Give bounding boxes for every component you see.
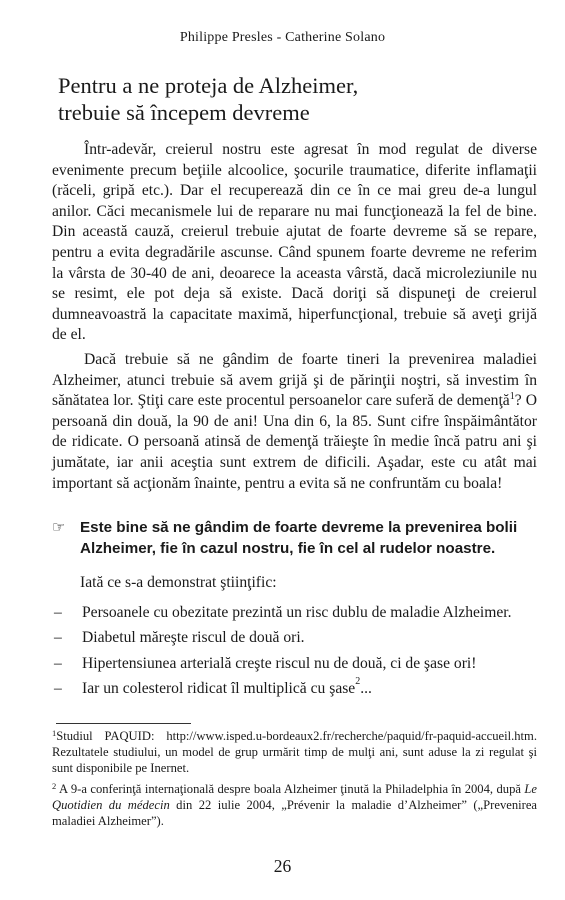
list-item-text: Hipertensiunea arterială creşte riscul nu de două, ci de şase ori! [82, 654, 477, 672]
paragraph-1 [52, 140, 537, 346]
footnote-2-source-title: Le Quotidien du médecin [52, 781, 537, 812]
paragraph-2 [52, 350, 537, 494]
pointing-hand-icon: ☞ [52, 518, 66, 536]
list-item [54, 600, 544, 625]
section-title-line-1: Pentru a ne proteja de Alzheimer, [58, 73, 359, 98]
list-item [54, 625, 544, 650]
dash-marker: – [54, 680, 62, 698]
footnote-ref-1: 1 [509, 391, 515, 403]
paragraph-1-text: Într-adevăr, creierul nostru este agresat în mod regulat de diverse evenimente precum beţiile alcoolice, şocurile traumatice, diferite inflamaţii (răceli, gripă etc.). Dar el recuperează din ce în ce mai greu de-a lungul anilor. Căci mecanismele lui de reparare nu mai funcţionează la fel de bine. Din această cauză, creierul trebuie ajutat de foarte devreme să se repare, pentru a evita degradările ascunse. Când spunem foarte devreme ne referim la vârsta de 30-40 de ani, deoarece la aceasta vârstă, dacă microleziunile nu se resimt, ele pot deja să existe. Dacă doriţi să dispuneţi de creierul dumneavoastră la capacitate maximă, hiperfuncţional, trebuie să aveţi grijă de el. [52, 141, 537, 344]
footnote-2-number: 2 [52, 780, 57, 791]
footnote-2-text-1: A 9-a conferinţă internaţională despre boala Alzheimer ţinută la Philadelphia în 2004, după [56, 781, 525, 796]
footnote-1-text: Studiul PAQUID: http://www.isped.u-bordeaux2.fr/recherche/paquid/fr-paquid-accueil.htm. Rezultatele studiului, un model de grup urmărit timp de mulţi ani, sunt aduse la zi regulat şi sunt disponibile pe Inernet. [52, 729, 537, 776]
footnote-divider [56, 723, 191, 724]
paragraph-2-part-1: Dacă trebuie să ne gândim de foarte tineri la prevenirea maladiei Alzheimer, atunci trebuie să avem grijă şi de părinţii noştri, să investim în sănătatea lor. Ştiţi care este procentul persoanelor care suferă de demenţă [52, 351, 537, 410]
footnote-1-number: 1 [52, 728, 57, 738]
section-title [58, 72, 528, 126]
page-number: 26 [273, 856, 292, 876]
dash-marker: – [54, 629, 62, 647]
list-item-text: Persoanele cu obezitate prezintă un risc dublu de maladie Alzheimer. [82, 604, 512, 621]
list-item-text: Diabetul măreşte riscul de două ori. [82, 629, 305, 647]
footnote-2 [52, 781, 537, 830]
key-note [52, 517, 537, 559]
running-head: Philippe Presles - Catherine Solano [179, 30, 386, 45]
paragraph-2-part-2: ? O persoană din două, la 90 de ani! Una din 6, la 85. Sunt cifre înspăimântător de ridicate. O persoană atinsă de demenţă trăieşte în medie încă patru ani şi jumătate, iar anii aceştia sunt extrem de dificili. Aşadar, este cu atât mai important să acţionăm înainte, pentru a evita să ne confruntăm cu boala! [52, 392, 537, 492]
list-item-text: Iar un colesterol ridicat îl multiplică cu şase [82, 680, 356, 698]
section-title-line-2: trebuie să începem devreme [58, 100, 310, 125]
list-intro: Iată ce s-a demonstrat ştiinţific: [80, 574, 277, 591]
list-item [54, 651, 544, 676]
footnote-1 [52, 728, 537, 777]
findings-list [54, 600, 544, 702]
dash-marker: – [54, 654, 62, 672]
footnote-2-text-2: din 22 iulie 2004, „Prévenir la maladie d’Alzheimer” („Prevenirea maladiei Alzheimer”). [52, 797, 537, 829]
list-item-tail: ... [360, 680, 372, 698]
footnote-ref-2: 2 [355, 676, 361, 688]
paragraph-2-text [52, 350, 537, 494]
dash-marker: – [54, 604, 62, 621]
footnotes [52, 728, 537, 833]
key-note-text: Este bine să ne gândim de foarte devreme la prevenirea bolii Alzheimer, fie în cazul nostru, fie în cel al rudelor noastre. [80, 519, 518, 557]
list-item [54, 676, 544, 701]
